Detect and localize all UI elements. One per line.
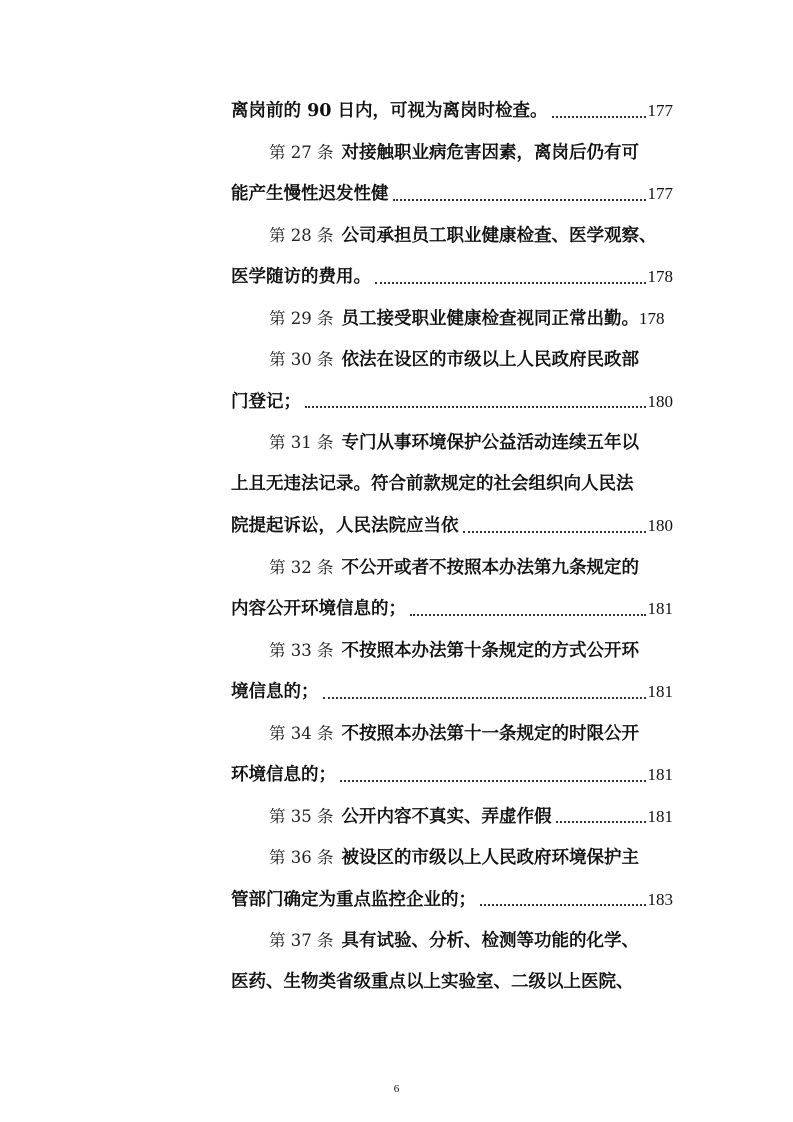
toc-text: 境信息的； [231, 682, 319, 702]
article-number: 第 35 条 [269, 806, 334, 826]
toc-line[interactable] [231, 837, 673, 879]
toc-line[interactable] [231, 588, 673, 630]
leader-dots [375, 281, 646, 284]
toc-text: 内容公开环境信息的； [231, 599, 406, 619]
toc-text: 公开内容不真实、弄虚作假 [341, 806, 552, 827]
toc-text: 专门从事环境保护公益活动连续五年以 [341, 433, 639, 453]
article-number: 第 27 条 [269, 142, 334, 162]
toc-line[interactable] [231, 713, 673, 755]
toc-text: 不按照本办法第十一条规定的时限公开 [341, 723, 639, 744]
toc-line[interactable] [231, 920, 673, 962]
toc-text: 能产生慢性迟发性健 [231, 184, 389, 204]
toc-page-number: 177 [647, 184, 673, 203]
toc-line[interactable] [231, 547, 673, 589]
page-number: 6 [393, 1083, 400, 1095]
toc-text: 被设区的市级以上人民政府环境保护主 [341, 848, 639, 868]
toc-text: 院提起诉讼，人民法院应当依 [231, 516, 459, 536]
toc-text: 不按照本办法第十条规定的方式公开环 [341, 640, 639, 661]
toc-line[interactable] [231, 630, 673, 672]
leader-dots [323, 696, 646, 699]
article-number: 第 29 条 [269, 308, 334, 328]
article-number: 第 34 条 [269, 723, 334, 743]
toc-text: 门登记； [231, 391, 301, 412]
toc-line[interactable] [231, 298, 673, 340]
toc-page-number: 180 [647, 391, 673, 411]
toc-page-number: 178 [639, 308, 665, 328]
toc-line[interactable] [231, 215, 673, 257]
toc-line[interactable] [231, 505, 673, 547]
toc-page-number: 177 [647, 101, 673, 120]
leader-dots [393, 198, 646, 201]
toc-page-number: 181 [647, 682, 673, 701]
article-number: 第 28 条 [269, 225, 334, 245]
toc-page-number: 181 [647, 806, 673, 826]
toc-text: 上且无违法记录。符合前款规定的社会组织向人民法 [231, 473, 634, 494]
toc-line[interactable] [231, 422, 673, 464]
toc-line[interactable] [231, 381, 673, 423]
toc-text: 环境信息的； [231, 765, 336, 785]
toc-line[interactable] [231, 173, 673, 215]
leader-dots [340, 779, 646, 782]
toc-page-number: 181 [647, 765, 673, 784]
toc-line[interactable] [231, 879, 673, 921]
leader-dots [480, 903, 646, 906]
toc-text: 具有试验、分析、检测等功能的化学、 [341, 931, 639, 951]
article-number: 第 31 条 [269, 433, 334, 452]
toc-line[interactable] [231, 754, 673, 796]
toc-text: 员工接受职业健康检查视同正常出勤。 [341, 308, 639, 329]
toc-text: 公司承担员工职业健康检查、医学观察、 [341, 225, 657, 246]
article-number: 第 30 条 [269, 350, 334, 369]
toc-text: 医药、生物类省级重点以上实验室、二级以上医院、 [231, 971, 634, 992]
leader-dots [410, 613, 646, 616]
toc-line[interactable] [231, 132, 673, 174]
article-number: 第 33 条 [269, 640, 334, 660]
leader-dots [305, 405, 646, 408]
toc-line[interactable] [231, 962, 673, 1004]
toc-page-number: 183 [647, 889, 673, 909]
leader-dots [463, 530, 646, 533]
article-number: 第 36 条 [269, 848, 334, 867]
article-number: 第 37 条 [269, 931, 334, 950]
toc-page-number: 180 [647, 516, 673, 535]
toc-text: 对接触职业病危害因素，离岗后仍有可 [341, 142, 639, 163]
toc-line[interactable] [231, 796, 673, 838]
toc-line[interactable] [231, 339, 673, 381]
toc-text: 医学随访的费用。 [231, 267, 371, 287]
toc-text: 不公开或者不按照本办法第九条规定的 [341, 557, 639, 578]
toc-text: 依法在设区的市级以上人民政府民政部 [341, 350, 639, 370]
leader-dots [556, 820, 646, 823]
toc-page-number: 178 [647, 267, 673, 286]
toc-text: 离岗前的 90 日内，可视为离岗时检查。 [231, 101, 548, 121]
toc-text: 管部门确定为重点监控企业的； [231, 889, 476, 910]
toc-line[interactable] [231, 90, 673, 132]
toc-line[interactable] [231, 464, 673, 506]
toc-line[interactable] [231, 256, 673, 298]
leader-dots [552, 115, 646, 118]
toc-line[interactable] [231, 671, 673, 713]
table-of-contents [231, 90, 673, 1003]
article-number: 第 32 条 [269, 557, 334, 577]
toc-page-number: 181 [647, 599, 673, 618]
